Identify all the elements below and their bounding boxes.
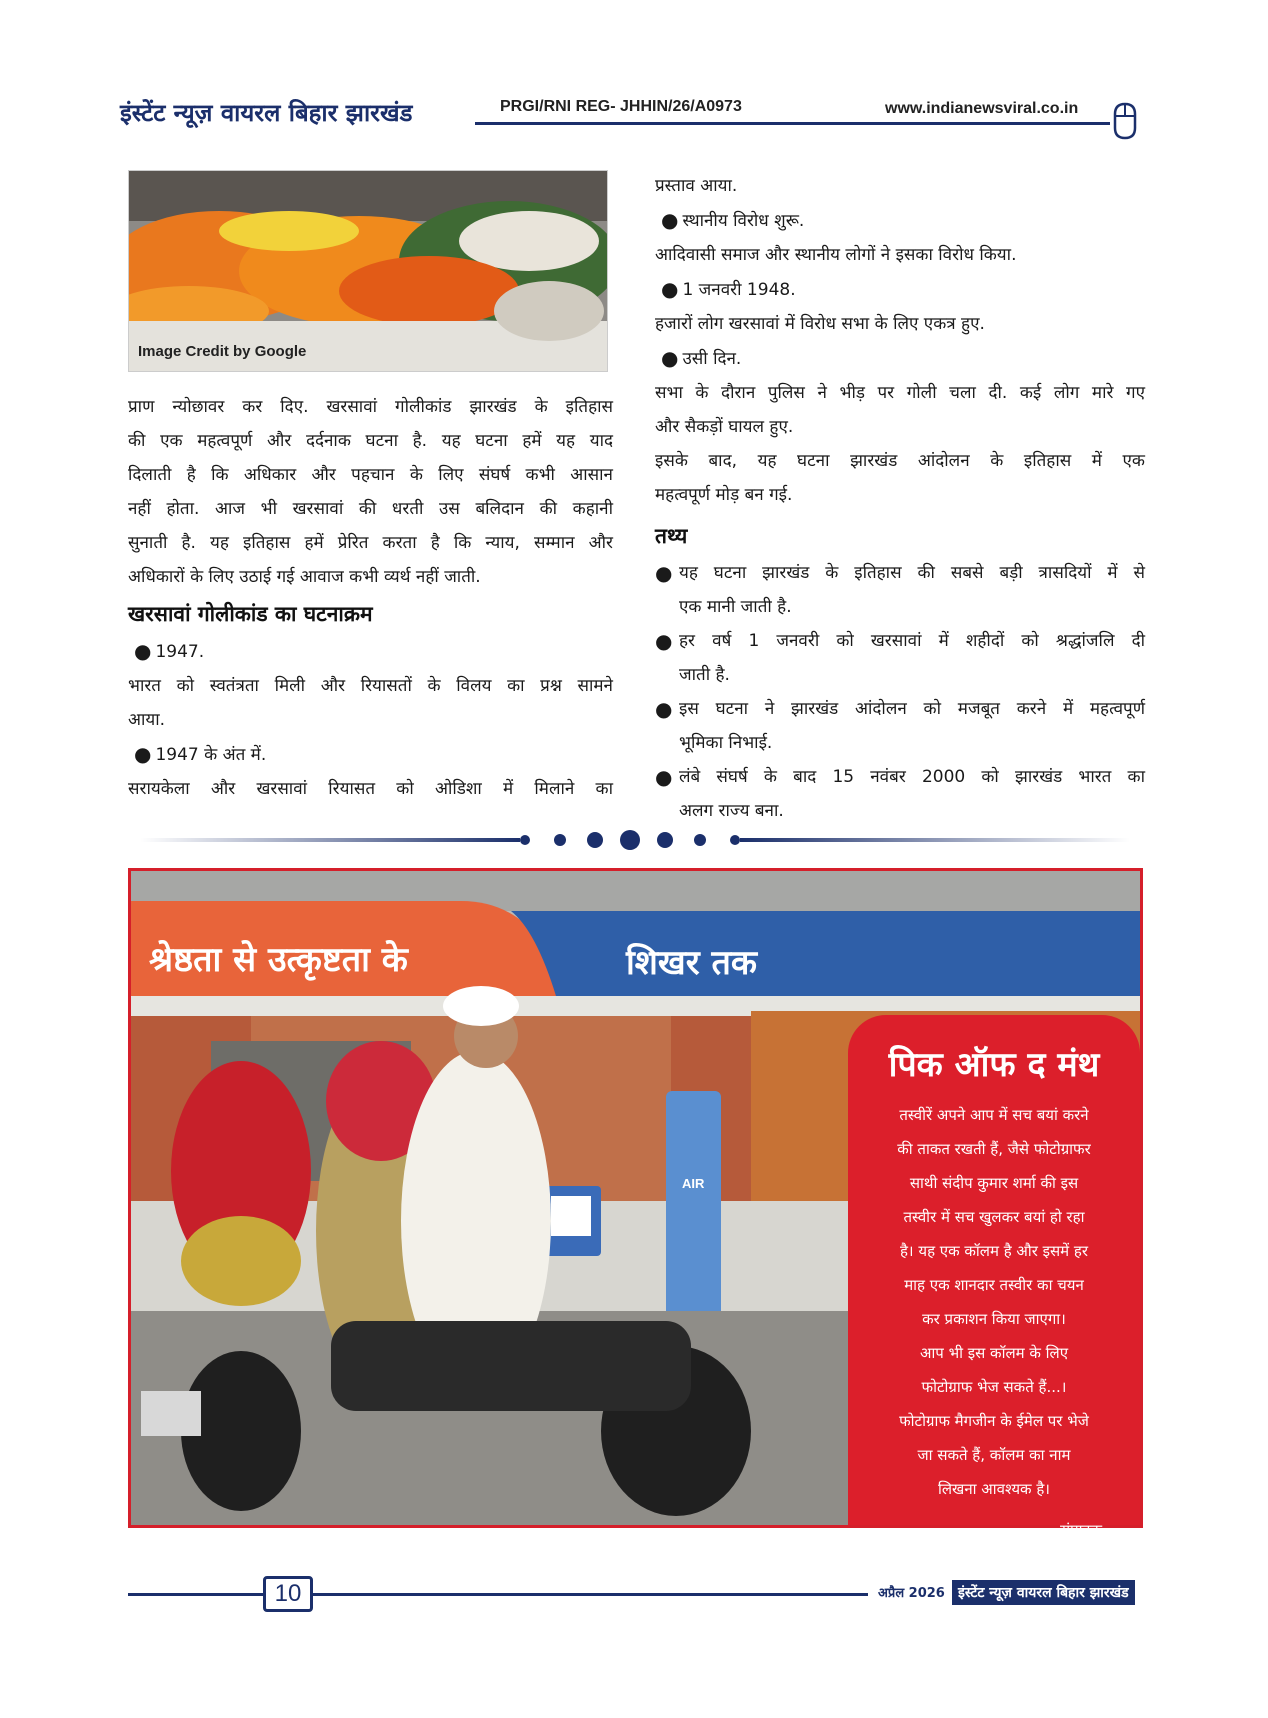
paragraph-line: प्राण न्योछावर कर दिए. खरसावां गोलीकांड झारखंड के इतिहास xyxy=(128,397,613,417)
potm-text-line: आप भी इस कॉलम के लिए xyxy=(919,1344,1069,1362)
paragraph-line: महत्वपूर्ण मोड़ बन गई. xyxy=(655,485,793,505)
paragraph-line: आया. xyxy=(128,710,166,730)
picture-of-month-text xyxy=(855,1098,1133,1506)
fact-item xyxy=(655,556,1145,624)
picture-of-month-heading: पिक ऑफ द मंथ xyxy=(888,1045,1100,1085)
paragraph-line: अधिकारों के लिए उठाई गई आवाज कभी व्यर्थ नहीं जाती. xyxy=(128,567,481,587)
bullet-icon: ● xyxy=(134,742,152,766)
fact-line: भूमिका निभाई. xyxy=(679,733,773,753)
left-article-column xyxy=(128,390,613,806)
timeline-bullet xyxy=(655,203,1145,238)
timeline-bullet-text: 1 जनवरी 1948. xyxy=(682,280,796,300)
timeline-bullet-text: उसी दिन. xyxy=(682,349,742,369)
timeline-bullet xyxy=(128,737,613,772)
bullet-icon: ● xyxy=(655,629,673,653)
fact-item xyxy=(655,624,1145,692)
banner-text-left: श्रेष्ठता से उत्कृष्टता के xyxy=(149,940,408,980)
potm-text-line: है। यह एक कॉलम है और इसमें हर xyxy=(899,1242,1089,1260)
timeline-bullet-text: स्थानीय विरोध शुरू. xyxy=(682,211,805,231)
issue-month: अप्रैल 2026 xyxy=(878,1586,945,1601)
paragraph-line: सुनाती है. यह इतिहास हमें प्रेरित करता है कि न्याय, सम्मान और xyxy=(128,533,613,553)
paragraph-line: प्रस्ताव आया. xyxy=(655,176,738,196)
paragraph-line: सरायकेला और खरसावां रियासत को ओडिशा में मिलाने का xyxy=(128,779,613,799)
timeline-bullet xyxy=(655,341,1145,376)
fact-item xyxy=(655,760,1145,828)
bullet-icon: ● xyxy=(134,639,152,663)
bullet-icon: ● xyxy=(661,208,679,232)
paragraph-line: आदिवासी समाज और स्थानीय लोगों ने इसका विरोध किया. xyxy=(655,245,1017,265)
mouse-icon xyxy=(1112,100,1138,140)
editor-signature: संपादक xyxy=(1060,1521,1103,1539)
potm-text-line: कर प्रकाशन किया जाएगा। xyxy=(922,1310,1066,1328)
footer-rule-left xyxy=(128,1593,263,1596)
fact-line: एक मानी जाती है. xyxy=(679,597,792,617)
fact-line: लंबे संघर्ष के बाद 15 नवंबर 2000 को झारखंड भारत का xyxy=(679,767,1145,787)
timeline-bullet-text: 1947. xyxy=(155,642,205,662)
potm-text-line: तस्वीर में सच खुलकर बयां हो रहा xyxy=(903,1208,1085,1226)
header-rule xyxy=(475,122,1110,125)
publication-title: इंस्टेंट न्यूज़ वायरल बिहार झारखंड xyxy=(120,99,413,127)
paragraph-line: इसके बाद, यह घटना झारखंड आंदोलन के इतिहास में एक xyxy=(655,451,1145,471)
timeline-bullet xyxy=(655,272,1145,307)
potm-text-line: जा सकते हैं, कॉलम का नाम xyxy=(917,1446,1071,1464)
bullet-icon: ● xyxy=(661,277,679,301)
page-number: 10 xyxy=(263,1576,313,1612)
section-divider xyxy=(140,830,1130,850)
fact-line: जाती है. xyxy=(679,665,730,685)
potm-text-line: साथी संदीप कुमार शर्मा की इस xyxy=(909,1174,1079,1192)
potm-text-line: तस्वीरें अपने आप में सच बयां करने xyxy=(899,1106,1089,1124)
banner-text-right: शिखर तक xyxy=(626,943,757,983)
paragraph-line: की एक महत्वपूर्ण और दर्दनाक घटना है. यह घटना हमें यह याद xyxy=(128,431,613,451)
website-url[interactable]: www.indianewsviral.co.in xyxy=(885,100,1079,117)
potm-text-line: फोटोग्राफ भेज सकते हैं...। xyxy=(921,1378,1067,1396)
bullet-icon: ● xyxy=(655,561,673,585)
image-credit: Image Credit by Google xyxy=(138,343,307,360)
registration-number: PRGI/RNI REG- JHHIN/26/A0973 xyxy=(500,98,742,115)
potm-text-line: की ताकत रखती हैं, जैसे फोटोग्राफर xyxy=(897,1140,1091,1158)
fact-item xyxy=(655,692,1145,760)
paragraph-line: दिलाती है कि अधिकार और पहचान के लिए संघर्ष कभी आसान xyxy=(128,465,613,485)
potm-text-line: माह एक शानदार तस्वीर का चयन xyxy=(904,1276,1084,1294)
potm-text-line: फोटोग्राफ मैगजीन के ईमेल पर भेजे xyxy=(899,1412,1089,1430)
potm-text-line: लिखना आवश्यक है। xyxy=(938,1480,1050,1498)
memorial-flowers-photo xyxy=(128,170,608,372)
fact-line: यह घटना झारखंड के इतिहास की सबसे बड़ी त्रासदियों में से xyxy=(679,563,1145,583)
footer-rule-right xyxy=(313,1593,868,1596)
paragraph-line: और सैकड़ों घायल हुए. xyxy=(655,417,794,437)
paragraph-line: भारत को स्वतंत्रता मिली और रियासतों के विलय का प्रश्न सामने xyxy=(128,676,613,696)
bullet-icon: ● xyxy=(661,346,679,370)
paragraph-line: नहीं होता. आज भी खरसावां की धरती उस बलिदान की कहानी xyxy=(128,499,613,519)
facts-heading: तथ्य xyxy=(655,524,688,548)
air-pump-label: AIR xyxy=(682,1176,705,1191)
bullet-icon: ● xyxy=(655,697,673,721)
fact-line: हर वर्ष 1 जनवरी को खरसावां में शहीदों को श्रद्धांजलि दी xyxy=(679,631,1145,651)
timeline-heading: खरसावां गोलीकांड का घटनाक्रम xyxy=(128,602,373,626)
paragraph-line: सभा के दौरान पुलिस ने भीड़ पर गोली चला दी. कई लोग मारे गए xyxy=(655,383,1145,403)
timeline-bullet-text: 1947 के अंत में. xyxy=(155,745,267,765)
timeline-bullet xyxy=(128,634,613,669)
fact-line: इस घटना ने झारखंड आंदोलन को मजबूत करने में महत्वपूर्ण xyxy=(679,699,1145,719)
right-article-column xyxy=(655,169,1145,828)
bullet-icon: ● xyxy=(655,765,673,789)
fact-line: अलग राज्य बना. xyxy=(679,801,784,821)
paragraph-line: हजारों लोग खरसावां में विरोध सभा के लिए एकत्र हुए. xyxy=(655,314,985,334)
footer-publication-title: इंस्टेंट न्यूज़ वायरल बिहार झारखंड xyxy=(952,1580,1135,1605)
